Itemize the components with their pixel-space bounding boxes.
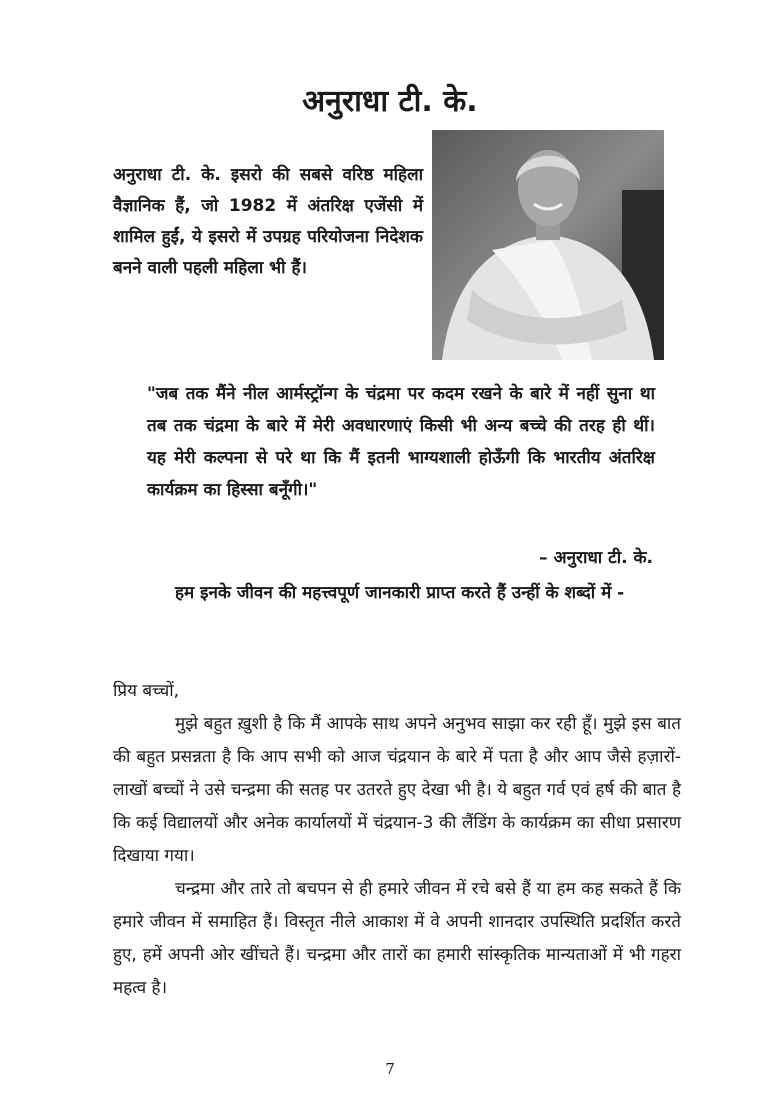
- quote-text: "जब तक मैंने नील आर्मस्ट्रॉन्ग के चंद्रमा पर कदम रखने के बारे में नहीं सुना था तब तक चंद्रमा के बारे में मेरी अवधारणाएं किसी भी अन्य बच्चे की तरह ही थीं। यह मेरी कल्पना से परे था कि मैं इतनी भाग्यशाली होऊँगी कि भारतीय अंतरिक्ष कार्यक्रम का हिस्सा बनूँगी।": [147, 384, 655, 500]
- intro-paragraph: अनुराधा टी. के. इसरो की सबसे वरिष्ठ महिला वैज्ञानिक हैं, जो 1982 में अंतरिक्ष एजेंसी में शामिल हुईं, ये इसरो में उपग्रह परियोजना निदेशक बनने वाली पहली महिला भी हैं।: [113, 165, 423, 278]
- quote-attribution: – अनुराधा टी. के.: [539, 548, 653, 568]
- page-title: अनुराधा टी. के.: [302, 84, 478, 119]
- letter-body: [113, 675, 681, 1005]
- portrait-photo: [432, 130, 664, 360]
- lead-in-text: हम इनके जीवन की महत्त्वपूर्ण जानकारी प्राप्त करते हैं उन्हीं के शब्दों में -: [175, 583, 625, 603]
- letter-paragraph: मुझे बहुत ख़ुशी है कि मैं आपके साथ अपने अनुभव साझा कर रही हूँ। मुझे इस बात की बहुत प्रसन्नता है कि आप सभी को आज चंद्रयान के बारे में पता है और आप जैसे हज़ारों-लाखों बच्चों ने उसे चन्द्रमा की सतह पर उतरते हुए देखा भी है। ये बहुत गर्व एवं हर्ष की बात है कि कई विद्यालयों और अनेक कार्यालयों में चंद्रयान-3 की लैंडिंग के कार्यक्रम का सीधा प्रसारण दिखाया गया।: [113, 714, 681, 866]
- portrait-illustration: [432, 130, 664, 360]
- page-number: 7: [385, 1060, 395, 1078]
- letter-salutation: प्रिय बच्चों,: [113, 681, 180, 701]
- letter-paragraph: चन्द्रमा और तारे तो बचपन से ही हमारे जीवन में रचे बसे हैं या हम कह सकते हैं कि हमारे जीवन में समाहित हैं। विस्तृत नीले आकाश में वे अपनी शानदार उपस्थिति प्रदर्शित करते हुए, हमें अपनी ओर खींचते हैं। चन्द्रमा और तारों का हमारी सांस्कृतिक मान्यताओं में भी गहरा महत्व है।: [113, 879, 681, 998]
